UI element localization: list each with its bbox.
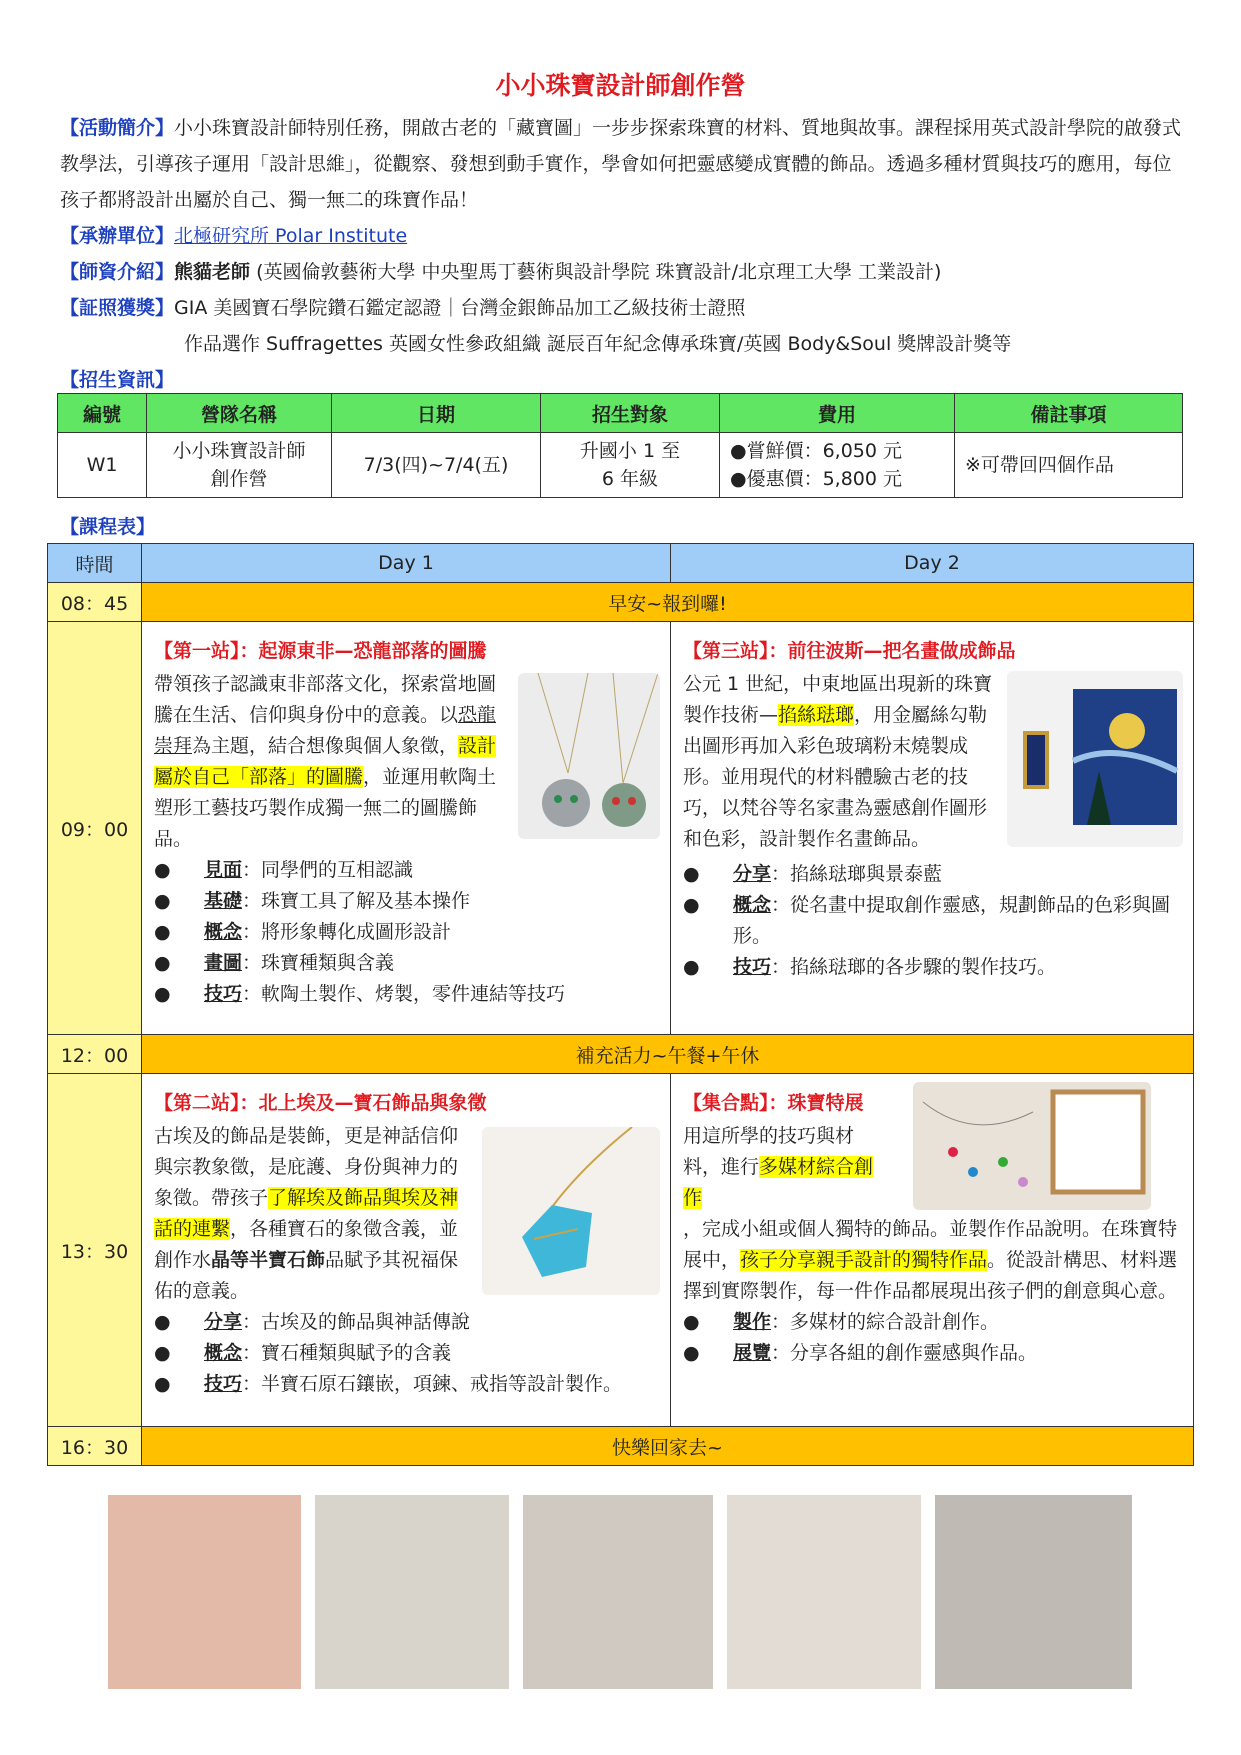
starry-night-photo [1007,671,1183,847]
list-item [154,979,660,1010]
list-item [683,1338,1183,1369]
recruit-header: 備註事項 [955,394,1183,433]
bullet-icon: ● [154,952,171,974]
recruit-table [57,393,1183,498]
item-value: ：珠寶工具了解及基本操作 [242,890,471,912]
label-teacher: 【師資介紹】 [60,261,175,283]
station-1-desc-e: ，並運用軟陶土塑形工藝技巧製作成獨一無二的圖騰飾品。 [154,766,497,850]
station-3 [671,622,1194,1035]
item-value: ：掐絲琺瑯與景泰藍 [771,863,943,885]
kids-photo-2 [315,1495,509,1689]
recruit-header: 費用 [720,394,955,433]
camp-id: W1 [58,433,147,498]
item-key: 概念 [733,894,772,916]
crystal-necklace-photo [482,1127,660,1295]
recruit-header: 編號 [58,394,147,433]
item-key: 分享 [204,1311,243,1333]
item-key: 見面 [204,859,243,881]
schedule-header-day1: Day 1 [142,544,671,583]
teacher-name: 熊貓老師 [174,261,251,283]
item-value: ：軟陶土製作、烤製，零件連結等技巧 [242,983,566,1005]
station-4-desc-a: 用這所學的技巧與材料，進行 [683,1125,855,1178]
painting-pendant-icon [1007,671,1183,847]
list-item [154,855,660,886]
item-key: 概念 [204,1342,243,1364]
station-2-desc-a: 古埃及的飾品是裝飾，更是神話信仰與宗教象徵，是庇護、身份與神力的象徵。帶孩子 [154,1125,459,1209]
band-lunch: 補充活力~午餐+午休 [142,1035,1194,1074]
item-key: 畫圖 [204,952,243,974]
station-1-desc-a: 帶領孩子認識東非部落文化，探索當地圖騰在生活、信仰與身份中的意義。以 [154,673,497,726]
schedule-header-time: 時間 [48,544,142,583]
item-key: 概念 [204,921,243,943]
kids-photo-5 [935,1495,1132,1689]
item-value: ：古埃及的飾品與神話傳說 [242,1311,471,1333]
list-item [683,859,1183,890]
exhibition-photo [913,1082,1151,1210]
station-2-list [154,1307,660,1400]
cert-line-2: 作品選作 Suffragettes 英國女性參政組織 誕辰百年紀念傳承珠寶/英國 Body&Soul 獎牌設計獎等 [184,333,1012,355]
recruit-header: 招生對象 [541,394,720,433]
station-4 [671,1074,1194,1427]
page-title: 小小珠寶設計師創作營 [495,71,746,100]
station-1-title: 【第一站】：起源東非—恐龍部落的圖騰 [154,640,487,662]
fee-discount: ●優惠價：5,800 元 [730,468,903,490]
item-value: ：掐絲琺瑯的各步驟的製作技巧。 [771,956,1057,978]
station-1-highlight: 設計屬於自己「部落」的圖騰 [154,735,497,788]
item-key: 展覽 [733,1342,772,1364]
station-1-list [154,855,660,1010]
label-organizer: 【承辦單位】 [60,225,175,247]
station-4-highlight-1: 多媒材綜合創作 [683,1156,874,1209]
list-item [154,917,660,948]
item-value: ：分享各組的創作靈感與作品。 [771,1342,1038,1364]
fee-trial: ●嘗鮮價：6,050 元 [730,440,903,462]
item-key: 技巧 [733,956,772,978]
item-value: ：珠寶種類與含義 [242,952,395,974]
list-item [683,1307,1183,1338]
bullet-icon: ● [683,863,700,885]
bullet-icon: ● [154,890,171,912]
station-4-desc-e: 。從設計構思、材料選擇到實際製作，每一件作品都展現出孩子們的創意與心意。 [683,1249,1178,1302]
kids-photo-3 [523,1495,713,1689]
teacher [60,254,1190,290]
table-row [58,433,1183,498]
photo-strip [108,1495,1134,1689]
recruit-header: 營隊名稱 [147,394,332,433]
crystal-pendant-icon [482,1127,660,1295]
cat-necklace-photo [518,673,660,839]
camp-name [147,433,332,498]
station-1-desc-b: 恐龍崇拜 [154,704,497,757]
label-cert: 【証照獲獎】 [60,297,175,319]
station-2-bold: 晶等半寶石飾 [211,1249,326,1271]
recruit-heading: 【招生資訊】 [60,369,175,391]
time-1330: 13：30 [48,1074,142,1427]
time-1630: 16：30 [48,1427,142,1466]
organizer-link[interactable]: 北極研究所 Polar Institute [174,225,408,247]
exhibition-icon [913,1082,1151,1210]
item-key: 製作 [733,1311,772,1333]
kids-photo-4 [727,1495,921,1689]
station-3-desc-c: ，用金屬絲勾勒出圖形再加入彩色玻璃粉末燒製成形。並用現代的材料體驗古老的技巧，以梵谷等名家畫為靈感創作圖形和色彩，設計製作名畫飾品。 [683,704,988,850]
station-2 [142,1074,671,1427]
item-value: ：多媒材的綜合設計創作。 [771,1311,1000,1333]
bullet-icon: ● [154,983,171,1005]
recruit-header: 日期 [332,394,541,433]
item-value: ：從名畫中提取創作靈感，規劃飾品的色彩與圖形。 [733,894,1171,947]
camp-name-line-1: 小小珠寶設計師 [172,440,306,462]
item-value: ：寶石種類與賦予的含義 [242,1342,452,1364]
station-2-highlight: 了解埃及飾品與埃及神話的連繫 [154,1187,459,1240]
target-line-1: 升國小 1 至 [579,440,681,462]
band-checkin: 早安~報到囉! [142,583,1194,622]
schedule-heading: 【課程表】 [60,516,156,538]
schedule-header-day2: Day 2 [671,544,1194,583]
station-4-list [683,1307,1183,1369]
activity-text: 小小珠寶設計師特別任務，開啟古老的「藏寶圖」一步步探索珠寶的材料、質地與故事。課程採用英式設計學院的啟發式教學法，引導孩子運用「設計思維」，從觀察、發想到動手實作，學會如何把靈感變成實體的飾品。透過多種材質與技巧的應用，每位孩子都將設計出屬於自己、獨一無二的珠寶作品！ [60,117,1182,211]
teacher-desc: (英國倫敦藝術大學 中央聖馬丁藝術與設計學院 珠寶設計/北京理工大學 工業設計) [250,261,942,283]
schedule-table [47,543,1194,1466]
station-2-desc-c: ，各種寶石的象徵含義，並創作水 [154,1218,459,1271]
list-item [154,886,660,917]
camp-note: ※可帶回四個作品 [955,433,1183,498]
bullet-icon: ● [154,859,171,881]
bullet-icon: ● [683,1342,700,1364]
station-3-title: 【第三站】：前往波斯—把名畫做成飾品 [683,640,1016,662]
item-key: 技巧 [204,1373,243,1395]
camp-date: 7/3(四)~7/4(五) [332,433,541,498]
time-0900: 09：00 [48,622,142,1035]
item-value: ：同學們的互相認識 [242,859,414,881]
cat-necklace-icon [518,673,660,839]
activity-intro [60,110,1190,218]
station-4-title: 【集合點】：珠寶特展 [683,1092,864,1114]
band-home: 快樂回家去~ [142,1427,1194,1466]
station-3-desc-a: 公元 1 世紀，中東地區出現新的珠寶製作技術— [683,673,993,726]
station-3-highlight: 掐絲琺瑯 [778,704,855,726]
list-item [154,1338,660,1369]
bullet-icon: ● [683,1311,700,1333]
list-item [683,952,1183,983]
station-2-title: 【第二站】：北上埃及—寶石飾品與象徵 [154,1092,487,1114]
intro-block [60,110,1190,362]
bullet-icon: ● [154,921,171,943]
item-key: 分享 [733,863,772,885]
certs [60,290,1190,326]
target-line-2: 6 年級 [601,468,659,490]
bullet-icon: ● [154,1311,171,1333]
bullet-icon: ● [154,1342,171,1364]
station-3-list [683,855,1183,983]
camp-target [541,433,720,498]
station-4-highlight-2: 孩子分享親手設計的獨特作品 [740,1249,988,1271]
organizer [60,218,1190,254]
bullet-icon: ● [683,894,700,916]
bullet-icon: ● [683,956,700,978]
time-1200: 12：00 [48,1035,142,1074]
item-value: ：半寶石原石鑲嵌，項鍊、戒指等設計製作。 [242,1373,623,1395]
list-item [683,890,1183,952]
list-item [154,1369,660,1400]
cert-line-1: GIA 美國寶石學院鑽石鑑定認證｜台灣金銀飾品加工乙級技術士證照 [174,297,746,319]
camp-name-line-2: 創作營 [210,468,268,490]
label-activity: 【活動簡介】 [60,117,175,139]
list-item [154,1307,660,1338]
station-1-desc-c: 為主題，結合想像與個人象徵， [192,735,459,757]
list-item [154,948,660,979]
station-2-desc-e: 品賦予其祝福保佑的意義。 [154,1249,459,1302]
station-1 [142,622,671,1035]
item-value: ：將形象轉化成圖形設計 [242,921,452,943]
time-0845: 08：45 [48,583,142,622]
camp-fee [720,433,955,498]
station-4-desc-c: ，完成小組或個人獨特的飾品。並製作作品說明。在珠寶特展中， [683,1218,1178,1271]
bullet-icon: ● [154,1373,171,1395]
kids-photo-1 [108,1495,301,1689]
item-key: 技巧 [204,983,243,1005]
item-key: 基礎 [204,890,243,912]
